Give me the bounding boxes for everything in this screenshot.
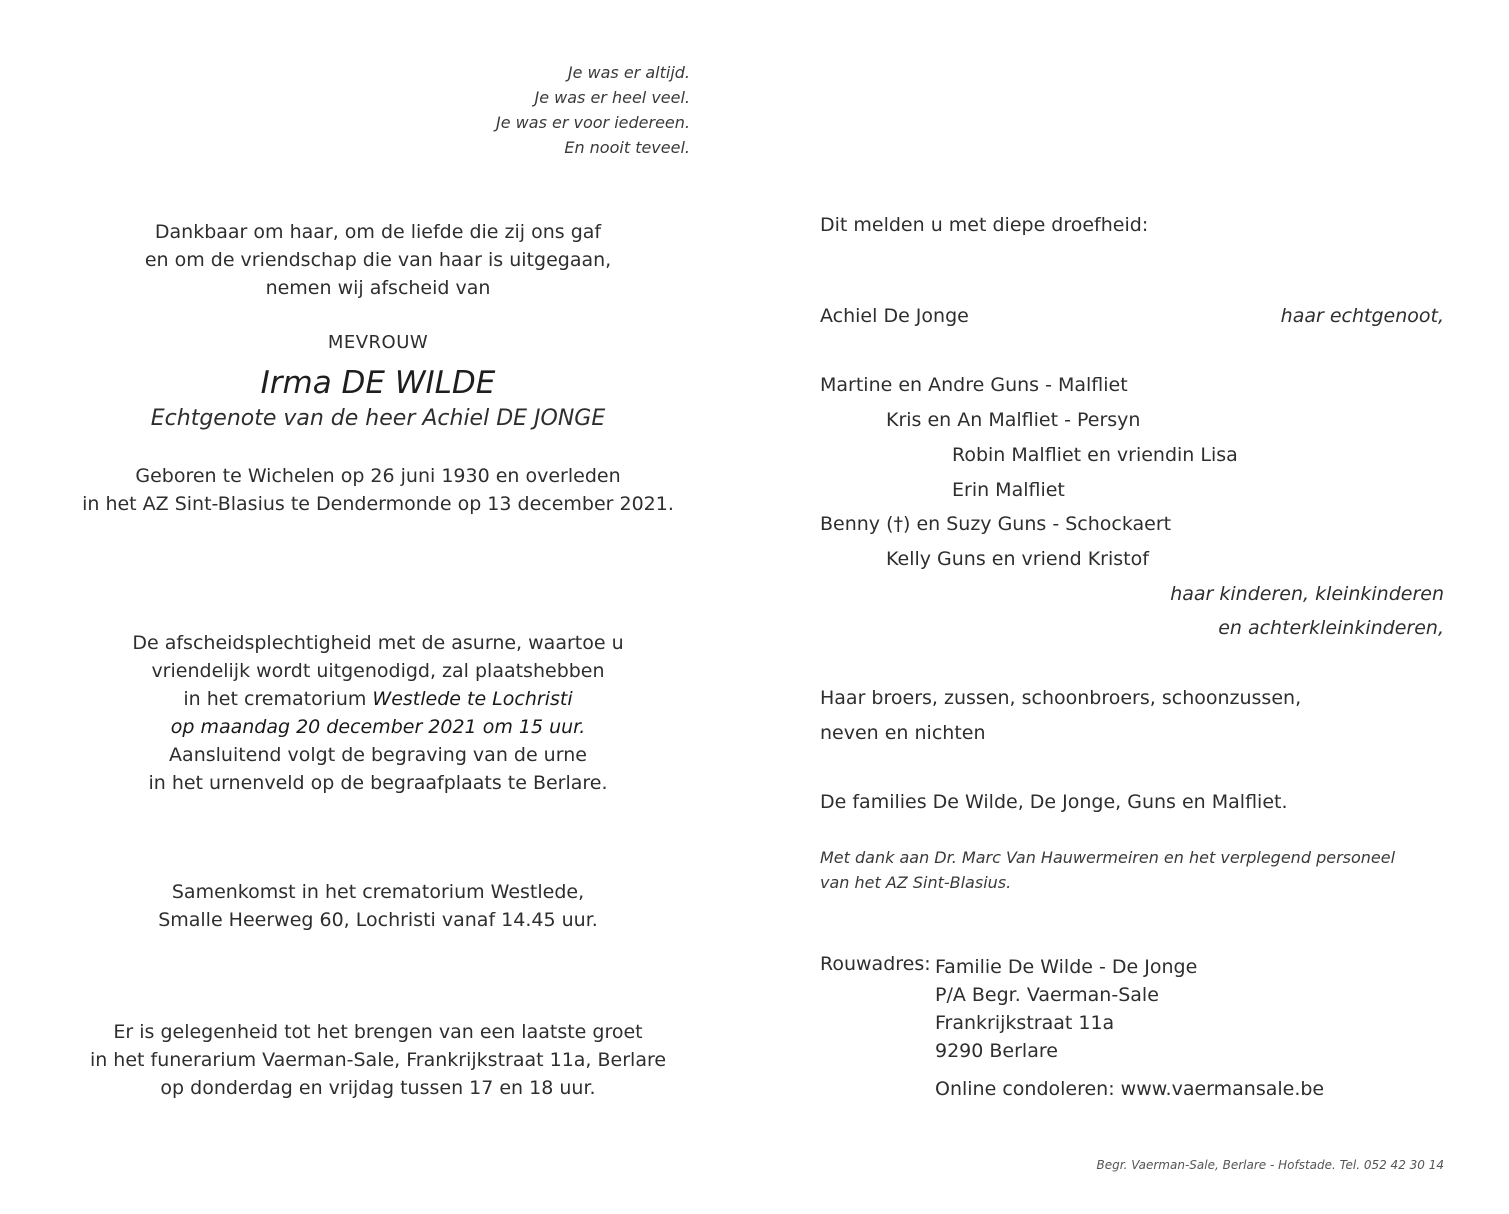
family-member: Martine en Andre Guns - Malfliet [820, 374, 1128, 396]
birth-death-line: in het AZ Sint-Blasius te Dendermonde op 13 december 2021. [82, 493, 674, 515]
birth-death-text [60, 462, 696, 518]
online-condolence: Online condoleren: www.vaermansale.be [935, 1078, 1325, 1100]
visitation-line: Er is gelegenheid tot het brengen van een laatste groet [113, 1021, 643, 1043]
ceremony-line: in het urnenveld op de begraafplaats te Berlare. [148, 772, 608, 794]
thanks-line: van het AZ Sint-Blasius. [820, 873, 1012, 892]
poem-line: Je was er voor iedereen. [496, 113, 690, 132]
spouse-line: Echtgenote van de heer Achiel DE JONGE [150, 406, 606, 431]
family-member: Erin Malfliet [952, 479, 1065, 501]
spouse-role: haar echtgenoot, [1280, 305, 1444, 327]
poem-line: Je was er heel veel. [534, 88, 690, 107]
ceremony-line: Aansluitend volgt de begraving van de urne [169, 744, 587, 766]
ceremony-place: Westlede te Lochristi [372, 688, 573, 710]
ceremony-text [60, 629, 696, 797]
birth-death-line: Geboren te Wichelen op 26 juni 1930 en overleden [135, 465, 621, 487]
family-member: Kris en An Malfliet - Persyn [886, 409, 1141, 431]
ceremony-line: De afscheidsplechtigheid met de asurne, waartoe u [132, 632, 624, 654]
intro-line: nemen wij afscheid van [265, 277, 491, 299]
thanks-note [820, 845, 1395, 895]
thanks-line: Met dank aan Dr. Marc Van Hauwermeiren en het verplegend personeel [820, 848, 1396, 867]
gathering-line: Smalle Heerweg 60, Lochristi vanaf 14.45 uur. [158, 909, 598, 931]
address-line: Familie De Wilde - De Jonge [935, 956, 1198, 978]
footer-imprint: Begr. Vaerman-Sale, Berlare - Hofstade. Tel. 052 42 30 14 [1096, 1158, 1444, 1172]
gathering-text [60, 878, 696, 934]
family-member: Benny (†) en Suzy Guns - Schockaert [820, 513, 1172, 535]
address-line: P/A Begr. Vaerman-Sale [935, 984, 1159, 1006]
ceremony-line [60, 685, 696, 713]
address-label: Rouwadres: [820, 953, 931, 975]
family-member: Kelly Guns en vriend Kristof [886, 548, 1149, 570]
address-line: Frankrijkstraat 11a [935, 1012, 1115, 1034]
visitation-line: in het funerarium Vaerman-Sale, Frankrijkstraat 11a, Berlare [89, 1049, 667, 1071]
poem [380, 60, 690, 160]
children-role: en achterkleinkinderen, [1218, 617, 1444, 639]
announcement: Dit melden u met diepe droefheid: [820, 214, 1149, 236]
poem-line: En nooit teveel. [564, 138, 690, 157]
families-line: De families De Wilde, De Jonge, Guns en Malfliet. [820, 791, 1288, 813]
children-role: haar kinderen, kleinkinderen [1170, 583, 1444, 605]
deceased-name-block [60, 363, 696, 403]
visitation-line: op donderdag en vrijdag tussen 17 en 18 uur. [160, 1077, 596, 1099]
visitation-text [60, 1018, 696, 1102]
ceremony-date: op maandag 20 december 2021 om 15 uur. [170, 716, 586, 738]
honorific: MEVROUW [327, 332, 429, 353]
address-line: 9290 Berlare [935, 1040, 1058, 1062]
spouse-line-block [60, 404, 696, 434]
family-member: Robin Malfliet en vriendin Lisa [952, 444, 1238, 466]
poem-line: Je was er altijd. [567, 63, 690, 82]
intro-line: en om de vriendschap die van haar is uitgegaan, [144, 249, 612, 271]
intro-line: Dankbaar om haar, om de liefde die zij ons gaf [154, 221, 602, 243]
name-block [60, 329, 696, 357]
siblings-line: neven en nichten [820, 722, 986, 744]
gathering-line: Samenkomst in het crematorium Westlede, [171, 881, 585, 903]
spouse-name: Achiel De Jonge [820, 305, 969, 327]
ceremony-prefix: in het crematorium [183, 688, 373, 710]
deceased-name: Irma DE WILDE [260, 365, 496, 401]
address-block [935, 953, 1197, 1065]
siblings-line: Haar broers, zussen, schoonbroers, schoonzussen, [820, 687, 1302, 709]
ceremony-line: vriendelijk wordt uitgenodigd, zal plaatshebben [151, 660, 605, 682]
intro-text [60, 218, 696, 302]
family-column [820, 0, 1444, 1214]
